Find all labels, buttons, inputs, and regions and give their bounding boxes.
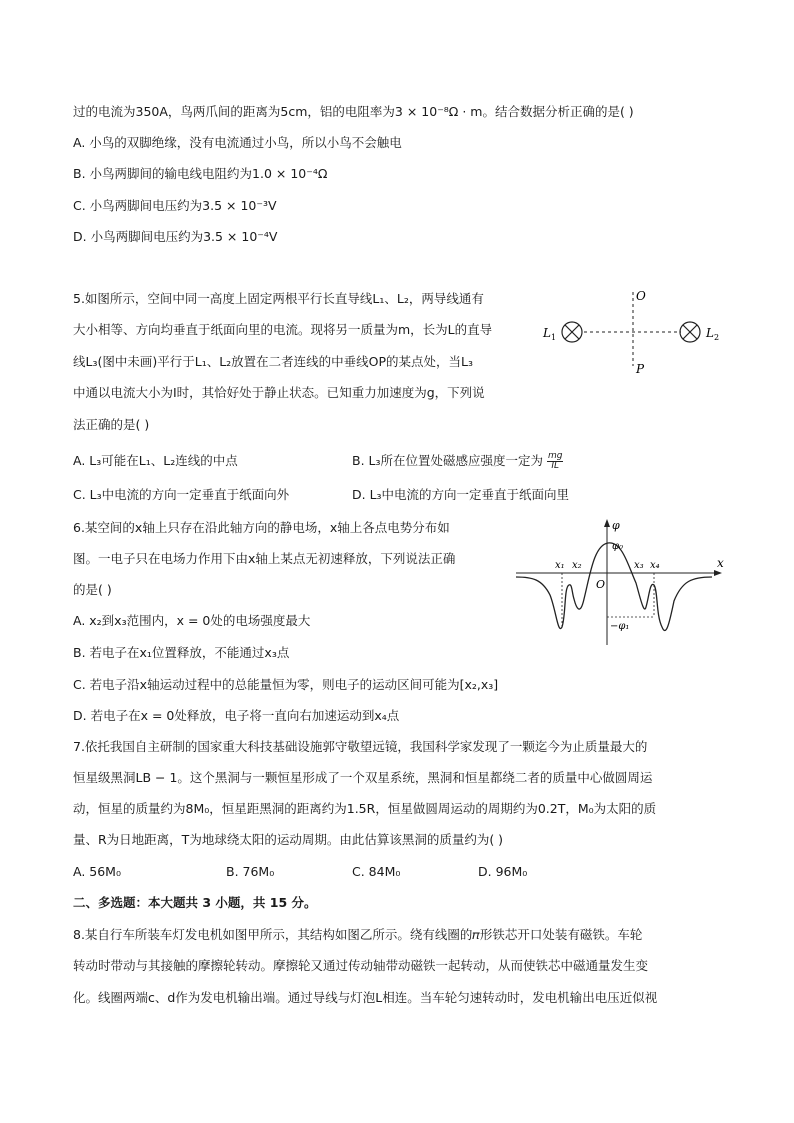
q5-line-2: 大小相等、方向均垂直于纸面向里的电流。现将另一质量为m，长为L的直导	[73, 322, 493, 337]
q4-option-d: D. 小鸟两脚间电压约为3.5 × 10⁻⁴V	[73, 229, 278, 244]
q7-line-2: 恒星级黑洞LB − 1。这个黑洞与一颗恒星形成了一个双星系统，黑洞和恒星都绕二者的质量中心做圆周运	[73, 770, 653, 785]
q5-option-b	[352, 452, 563, 471]
q5-line-4: 中通以电流大小为I时，其恰好处于静止状态。已知重力加速度为g，下列说	[73, 385, 485, 400]
q6-line-3: 的是( )	[73, 582, 112, 597]
q5-option-a: A. L₃可能在L₁、L₂连线的中点	[73, 453, 238, 468]
q7-line-4: 量、R为日地距离，T为地球绕太阳的运动周期。由此估算该黑洞的质量约为( )	[73, 832, 504, 847]
q8-line-1: 8.某自行车所装车灯发电机如图甲所示，其结构如图乙所示。绕有线圈的𝜋形铁芯开口处装有磁铁。车轮	[73, 927, 643, 942]
q7-option-b: B. 76M₀	[226, 864, 275, 879]
q5-figure	[538, 286, 728, 378]
potential-curve	[516, 543, 712, 631]
q5-line-1: 5.如图所示，空间中同一高度上固定两根平行长直导线L₁、L₂，两导线通有	[73, 291, 484, 306]
q7-option-d: D. 96M₀	[478, 864, 528, 879]
label-phi: φ	[612, 519, 620, 532]
label-l1-subscript: 1	[551, 333, 557, 342]
q4-option-c: C. 小鸟两脚间电压约为3.5 × 10⁻³V	[73, 198, 277, 213]
label-x: x	[717, 556, 724, 570]
label-l2-subscript: 2	[714, 333, 720, 342]
label-x1: x₁	[555, 560, 565, 571]
q5-line-3: 线L₃(图中未画)平行于L₁、L₂放置在二者连线的中垂线OP的某点处，当L₃	[73, 354, 474, 369]
q4-option-b: B. 小鸟两脚间的输电线电阻约为1.0 × 10⁻⁴Ω	[73, 166, 328, 181]
q5-option-b-text: B. L₃所在位置处磁感应强度一定为	[352, 453, 543, 468]
x-axis-arrow-icon	[714, 570, 722, 576]
q6-potential-figure	[512, 515, 728, 647]
label-phi0: φ₀	[612, 541, 624, 552]
wire-l1-icon	[562, 322, 582, 342]
section-2-title: 二、多选题：本大题共 3 小题，共 15 分。	[73, 895, 317, 910]
q7-line-3: 动，恒星的质量约为8M₀，恒星距黑洞的距离约为1.5R，恒星做圆周运动的周期约为0.2T，M₀为太阳的质	[73, 801, 657, 816]
fraction-mg-over-il	[547, 452, 563, 471]
label-l1: L	[543, 326, 551, 340]
label-x2: x₂	[572, 560, 582, 571]
q5-line-5: 法正确的是( )	[73, 417, 150, 432]
label-p: P	[636, 362, 645, 376]
fraction-numerator: mg	[547, 451, 563, 461]
q6-option-c: C. 若电子沿x轴运动过程中的总能量恒为零，则电子的运动区间可能为[x₂,x₃]	[73, 677, 499, 692]
q4-stem-tail: 过的电流为350A，鸟两爪间的距离为5cm，铝的电阻率为3 × 10⁻⁸Ω · m。结合数据分析正确的是( )	[73, 104, 634, 119]
q4-option-a: A. 小鸟的双脚绝缘，没有电流通过小鸟，所以小鸟不会触电	[73, 135, 402, 150]
q5-option-d: D. L₃中电流的方向一定垂直于纸面向里	[352, 487, 570, 502]
q8-line-2: 转动时带动与其接触的摩擦轮转动。摩擦轮又通过传动轴带动磁铁一起转动，从而使铁芯中磁通量发生变	[73, 958, 649, 973]
label-x3: x₃	[634, 560, 644, 571]
q6-option-d: D. 若电子在x = 0处释放，电子将一直向右加速运动到x₄点	[73, 708, 400, 723]
q6-line-1: 6.某空间的x轴上只存在沿此轴方向的静电场，x轴上各点电势分布如	[73, 520, 450, 535]
q7-option-c: C. 84M₀	[352, 864, 401, 879]
fraction-denominator: IL	[551, 461, 560, 471]
q7-line-1: 7.依托我国自主研制的国家重大科技基础设施郭守敬望远镜，我国科学家发现了一颗迄今为止质量最大的	[73, 739, 648, 754]
q7-option-a: A. 56M₀	[73, 864, 121, 879]
phi-axis-arrow-icon	[604, 519, 610, 527]
label-x4: x₄	[650, 560, 660, 571]
q6-option-b: B. 若电子在x₁位置释放，不能通过x₃点	[73, 645, 290, 660]
q6-line-2: 图。一电子只在电场力作用下由x轴上某点无初速释放，下列说法正确	[73, 551, 456, 566]
q6-option-a: A. x₂到x₃范围内，x = 0处的电场强度最大	[73, 613, 311, 628]
label-l2: L	[706, 326, 714, 340]
wire-l2-icon	[680, 322, 700, 342]
label-origin: O	[596, 578, 606, 591]
q5-option-c: C. L₃中电流的方向一定垂直于纸面向外	[73, 487, 290, 502]
q8-line-3: 化。线圈两端c、d作为发电机输出端。通过导线与灯泡L相连。当车轮匀速转动时，发电机输出电压近似视	[73, 990, 658, 1005]
label-neg-phi1: −φ₁	[610, 621, 630, 632]
label-o: O	[636, 289, 646, 303]
